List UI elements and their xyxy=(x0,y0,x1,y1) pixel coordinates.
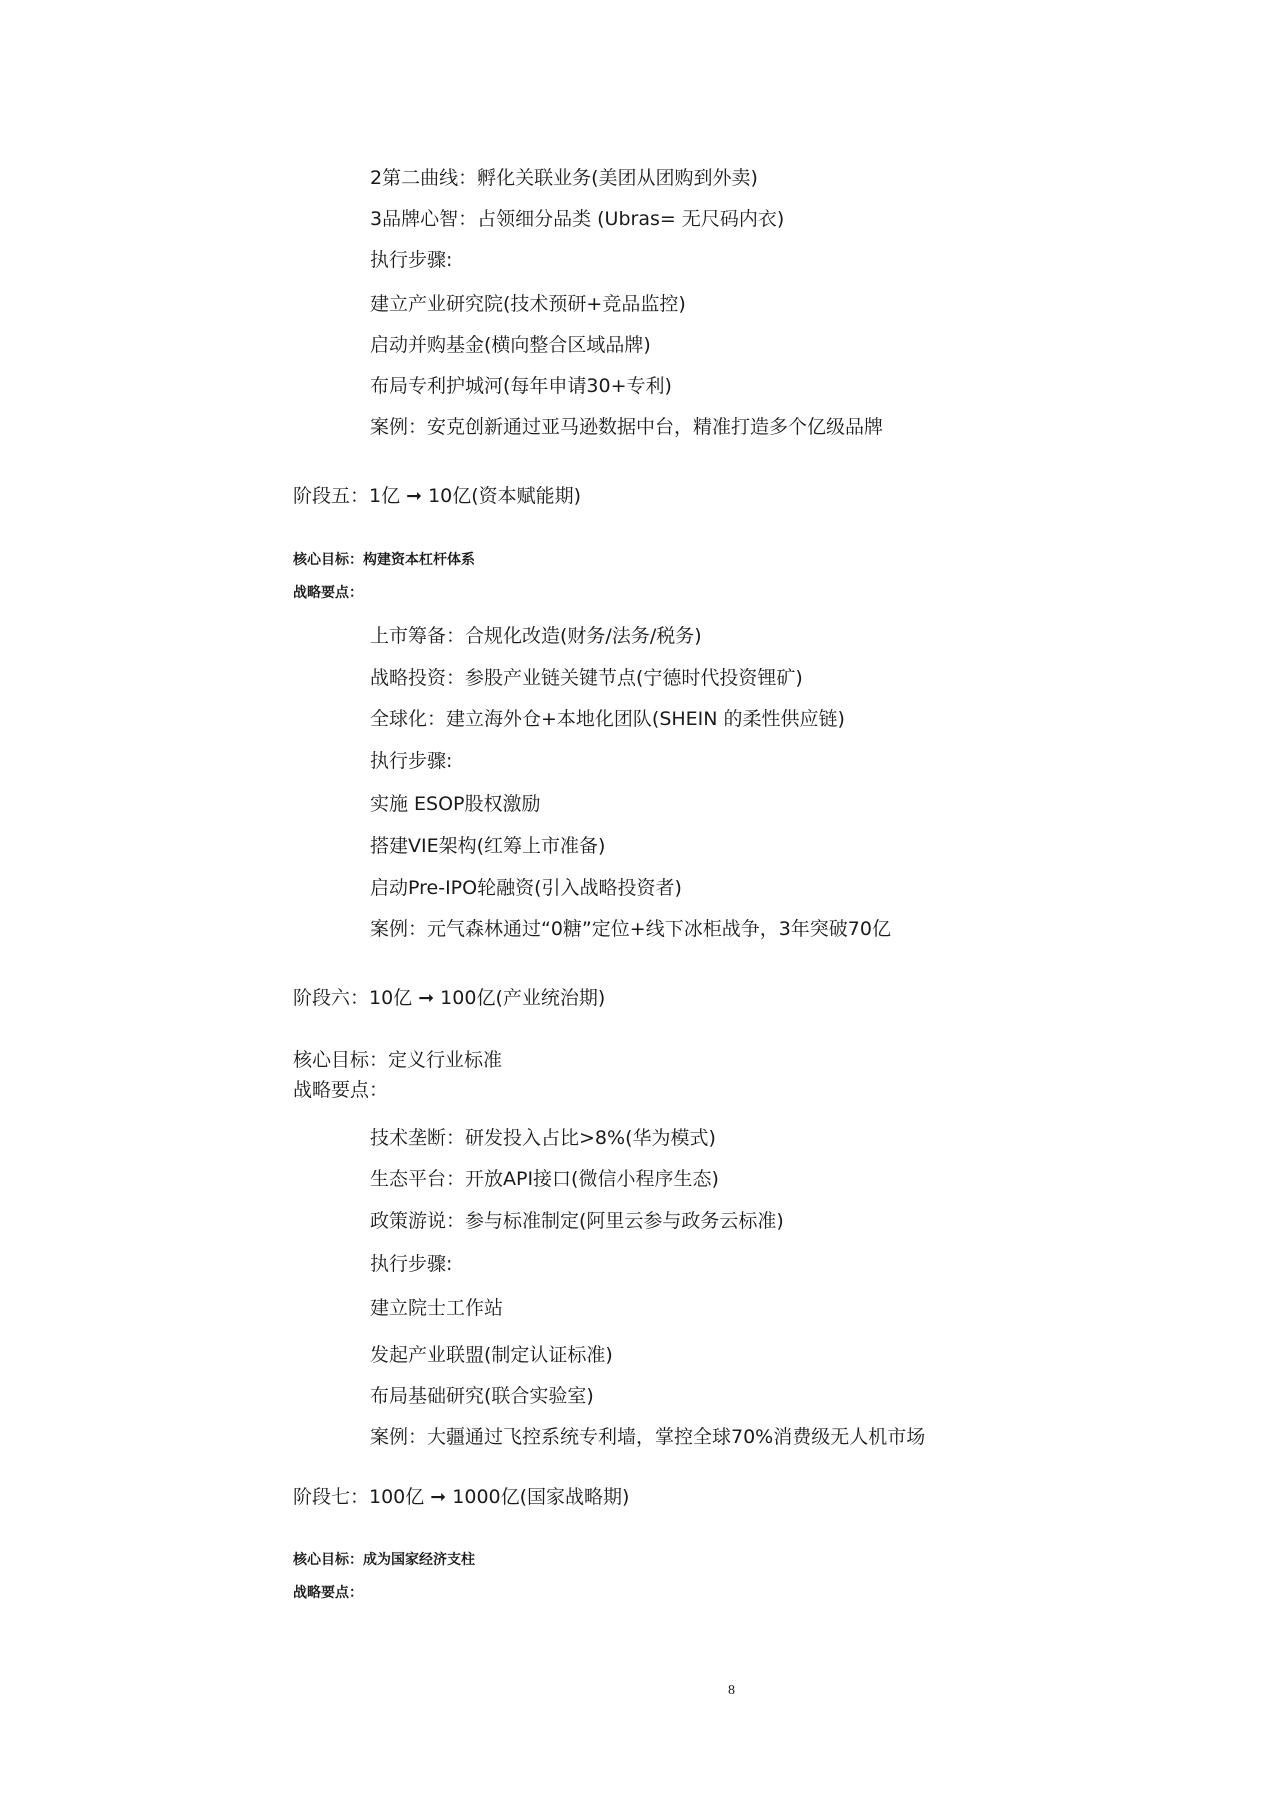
steps-label: 执行步骤: xyxy=(370,750,453,772)
step-item: 建立产业研究院(技术预研+竞品监控) xyxy=(370,293,686,315)
step-item: 发起产业联盟(制定认证标准) xyxy=(370,1344,613,1366)
case-line: 案例：安克创新通过亚马逊数据中台，精准打造多个亿级品牌 xyxy=(370,416,884,438)
steps-label: 执行步骤: xyxy=(370,1253,453,1275)
core-goal: 核心目标：成为国家经济支柱 xyxy=(293,1552,475,1568)
section-heading: 阶段七：100亿 ➞ 1000亿(国家战略期) xyxy=(293,1486,630,1508)
step-item: 启动Pre-IPO轮融资(引入战略投资者) xyxy=(370,877,682,899)
point-item: 战略投资：参股产业链关键节点(宁德时代投资锂矿) xyxy=(370,667,803,689)
core-goal: 核心目标：定义行业标准 xyxy=(293,1049,503,1071)
section-heading: 阶段五：1亿 ➞ 10亿(资本赋能期) xyxy=(293,485,582,507)
step-item: 布局专利护城河(每年申请30+专利) xyxy=(370,375,672,397)
point-item: 政策游说：参与标准制定(阿里云参与政务云标准) xyxy=(370,1210,784,1232)
point-item: 上市筹备：合规化改造(财务/法务/税务) xyxy=(370,625,702,647)
case-line: 案例：元气森林通过“0糖”定位+线下冰柜战争，3年突破70亿 xyxy=(370,918,891,940)
points-label: 战略要点： xyxy=(293,1585,363,1601)
step-item: 建立院士工作站 xyxy=(370,1297,504,1319)
step-item: 搭建VIE架构(红筹上市准备) xyxy=(370,835,606,857)
step-item: 启动并购基金(横向整合区域品牌) xyxy=(370,334,651,356)
core-goal: 核心目标：构建资本杠杆体系 xyxy=(293,552,475,568)
steps-label: 执行步骤: xyxy=(370,249,453,271)
point-item: 生态平台：开放API接口(微信小程序生态) xyxy=(370,1168,719,1190)
curve2-line: 2第二曲线：孵化关联业务(美团从团购到外卖) xyxy=(370,167,758,189)
case-line: 案例：大疆通过飞控系统专利墙，掌控全球70%消费级无人机市场 xyxy=(370,1426,926,1448)
point-item: 技术垄断：研发投入占比>8%(华为模式) xyxy=(370,1127,716,1149)
step-item: 布局基础研究(联合实验室) xyxy=(370,1385,594,1407)
step-item: 实施 ESOP股权激励 xyxy=(370,793,541,815)
point-item: 全球化：建立海外仓+本地化团队(SHEIN 的柔性供应链) xyxy=(370,708,845,730)
points-label: 战略要点： xyxy=(293,1079,389,1101)
page-number: 8 xyxy=(728,1683,735,1698)
points-label: 战略要点： xyxy=(293,585,363,601)
section-heading: 阶段六：10亿 ➞ 100亿(产业统治期) xyxy=(293,987,606,1009)
brand-mind-line: 3品牌心智：占领细分品类 (Ubras= 无尺码内衣) xyxy=(370,208,785,230)
